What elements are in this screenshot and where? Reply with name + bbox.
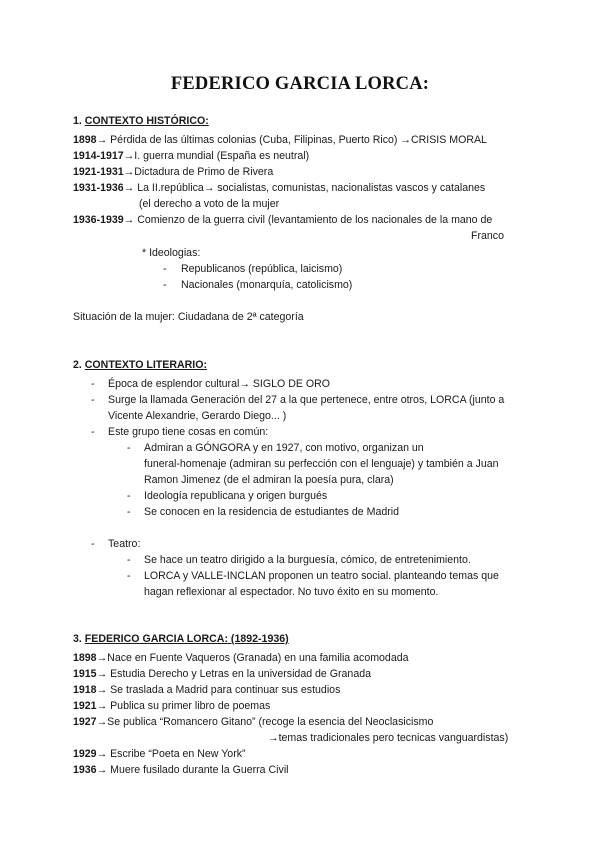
section-2-number: 2. [73, 359, 85, 371]
bio-event [73, 651, 409, 665]
section-3-title: FEDERICO GARCIA LORCA: (1892-1936) [84, 633, 289, 645]
event-year: 1936-1939 [73, 214, 124, 226]
section-1-number: 1. [73, 115, 85, 127]
sub-bullet: Se hace un teatro dirigido a la burguesía, cómico, de entretenimiento. [144, 554, 471, 566]
dash-bullet: - [127, 490, 131, 502]
section-3-number: 3. [73, 633, 85, 645]
bio-event [73, 747, 246, 761]
event-year: 1918 [73, 684, 97, 696]
section-2-heading [73, 358, 207, 372]
event-year: 1914-1917 [73, 150, 124, 162]
dash-bullet: - [127, 506, 131, 518]
event-year: 1936 [73, 764, 97, 776]
bio-event [73, 699, 270, 713]
dash-bullet: - [127, 570, 131, 582]
literary-bullet: Surge la llamada Generación del 27 a la que pertenece, entre otros, LORCA (junto a [108, 394, 505, 406]
literary-bullet: Época de esplendor cultural→ SIGLO DE ORO [108, 378, 330, 390]
event-text: →Se publica “Romancero Gitano” (recoge la esencia del Neoclasicismo [96, 716, 434, 728]
event-continuation: →temas tradicionales pero tecnicas vanguardistas) [268, 732, 509, 744]
section-2-title: CONTEXTO LITERARIO: [84, 359, 208, 371]
dash-bullet: - [91, 394, 95, 406]
event-continuation: Franco [471, 230, 504, 242]
sub-bullet: Admiran a GÓNGORA y en 1927, con motivo, organizan un [144, 442, 424, 454]
event-text: → Comienzo de la guerra civil (levantamiento de los nacionales de la mano de [123, 214, 493, 226]
event-year: 1921 [73, 700, 97, 712]
history-event [73, 213, 492, 227]
event-year: 1898 [73, 134, 97, 146]
event-text: →Nace en Fuente Vaqueros (Granada) en una familia acomodada [96, 652, 409, 664]
event-text: → Estudia Derecho y Letras en la universidad de Granada [96, 668, 371, 680]
dash-bullet: - [127, 442, 131, 454]
history-event [73, 165, 273, 179]
event-text: → Pérdida de las últimas colonias (Cuba, Filipinas, Puerto Rico) →CRISIS MORAL [96, 134, 487, 146]
event-text: → La II.república→ socialistas, comunistas, nacionalistas vascos y catalanes [123, 182, 486, 194]
literary-bullet: Este grupo tiene cosas en común: [108, 426, 269, 438]
bio-event [73, 715, 433, 729]
sub-bullet: Se conocen en la residencia de estudiantes de Madrid [144, 506, 400, 518]
event-year: 1921-1931 [73, 166, 124, 178]
ideologia-item: Nacionales (monarquía, catolicismo) [181, 279, 353, 291]
dash-bullet: - [91, 538, 95, 550]
history-event [73, 181, 485, 195]
event-year: 1915 [73, 668, 97, 680]
event-year: 1929 [73, 748, 97, 760]
event-text: →I. guerra mundial (España es neutral) [123, 150, 310, 162]
dash-bullet: - [91, 426, 95, 438]
event-continuation: (el derecho a voto de la mujer [139, 198, 280, 210]
dash-bullet: - [163, 279, 167, 291]
situacion-mujer: Situación de la mujer: Ciudadana de 2ª categoría [73, 311, 304, 323]
teatro-label: Teatro: [108, 538, 141, 550]
section-1-title: CONTEXTO HISTÓRICO: [84, 115, 209, 127]
dash-bullet: - [163, 263, 167, 275]
sub-bullet-cont: Ramon Jimenez (de el admiran la poesía pura, clara) [144, 474, 394, 486]
literary-bullet-cont: Vicente Alexandrie, Gerardo Diego... ) [108, 410, 287, 422]
section-3-heading [73, 632, 289, 646]
page-title: FEDERICO GARCIA LORCA: [170, 74, 430, 94]
history-event [73, 149, 309, 163]
event-year: 1898 [73, 652, 97, 664]
ideologias-label: * Ideologias: [142, 247, 201, 259]
event-year: 1931-1936 [73, 182, 124, 194]
sub-bullet: Ideología republicana y origen burgués [144, 490, 328, 502]
sub-bullet: LORCA y VALLE-INCLAN proponen un teatro social. planteando temas que [144, 570, 499, 582]
event-text: →Dictadura de Primo de Rivera [123, 166, 274, 178]
event-year: 1927 [73, 716, 97, 728]
event-text: → Escribe “Poeta en New York” [96, 748, 246, 760]
event-text: → Publica su primer libro de poemas [96, 700, 271, 712]
sub-bullet-cont: hagan reflexionar al espectador. No tuvo éxito en su momento. [144, 586, 439, 598]
dash-bullet: - [127, 554, 131, 566]
event-text: → Se traslada a Madrid para continuar sus estudios [96, 684, 341, 696]
bio-event [73, 683, 340, 697]
history-event [73, 133, 487, 147]
sub-bullet-cont: funeral-homenaje (admiran su perfección con el lenguaje) y también a Juan [144, 458, 499, 470]
ideologia-item: Republicanos (república, laicismo) [181, 263, 343, 275]
event-text: → Muere fusilado durante la Guerra Civil [96, 764, 289, 776]
bio-event [73, 667, 371, 681]
section-1-heading [73, 114, 209, 128]
bio-event [73, 763, 289, 777]
dash-bullet: - [91, 378, 95, 390]
